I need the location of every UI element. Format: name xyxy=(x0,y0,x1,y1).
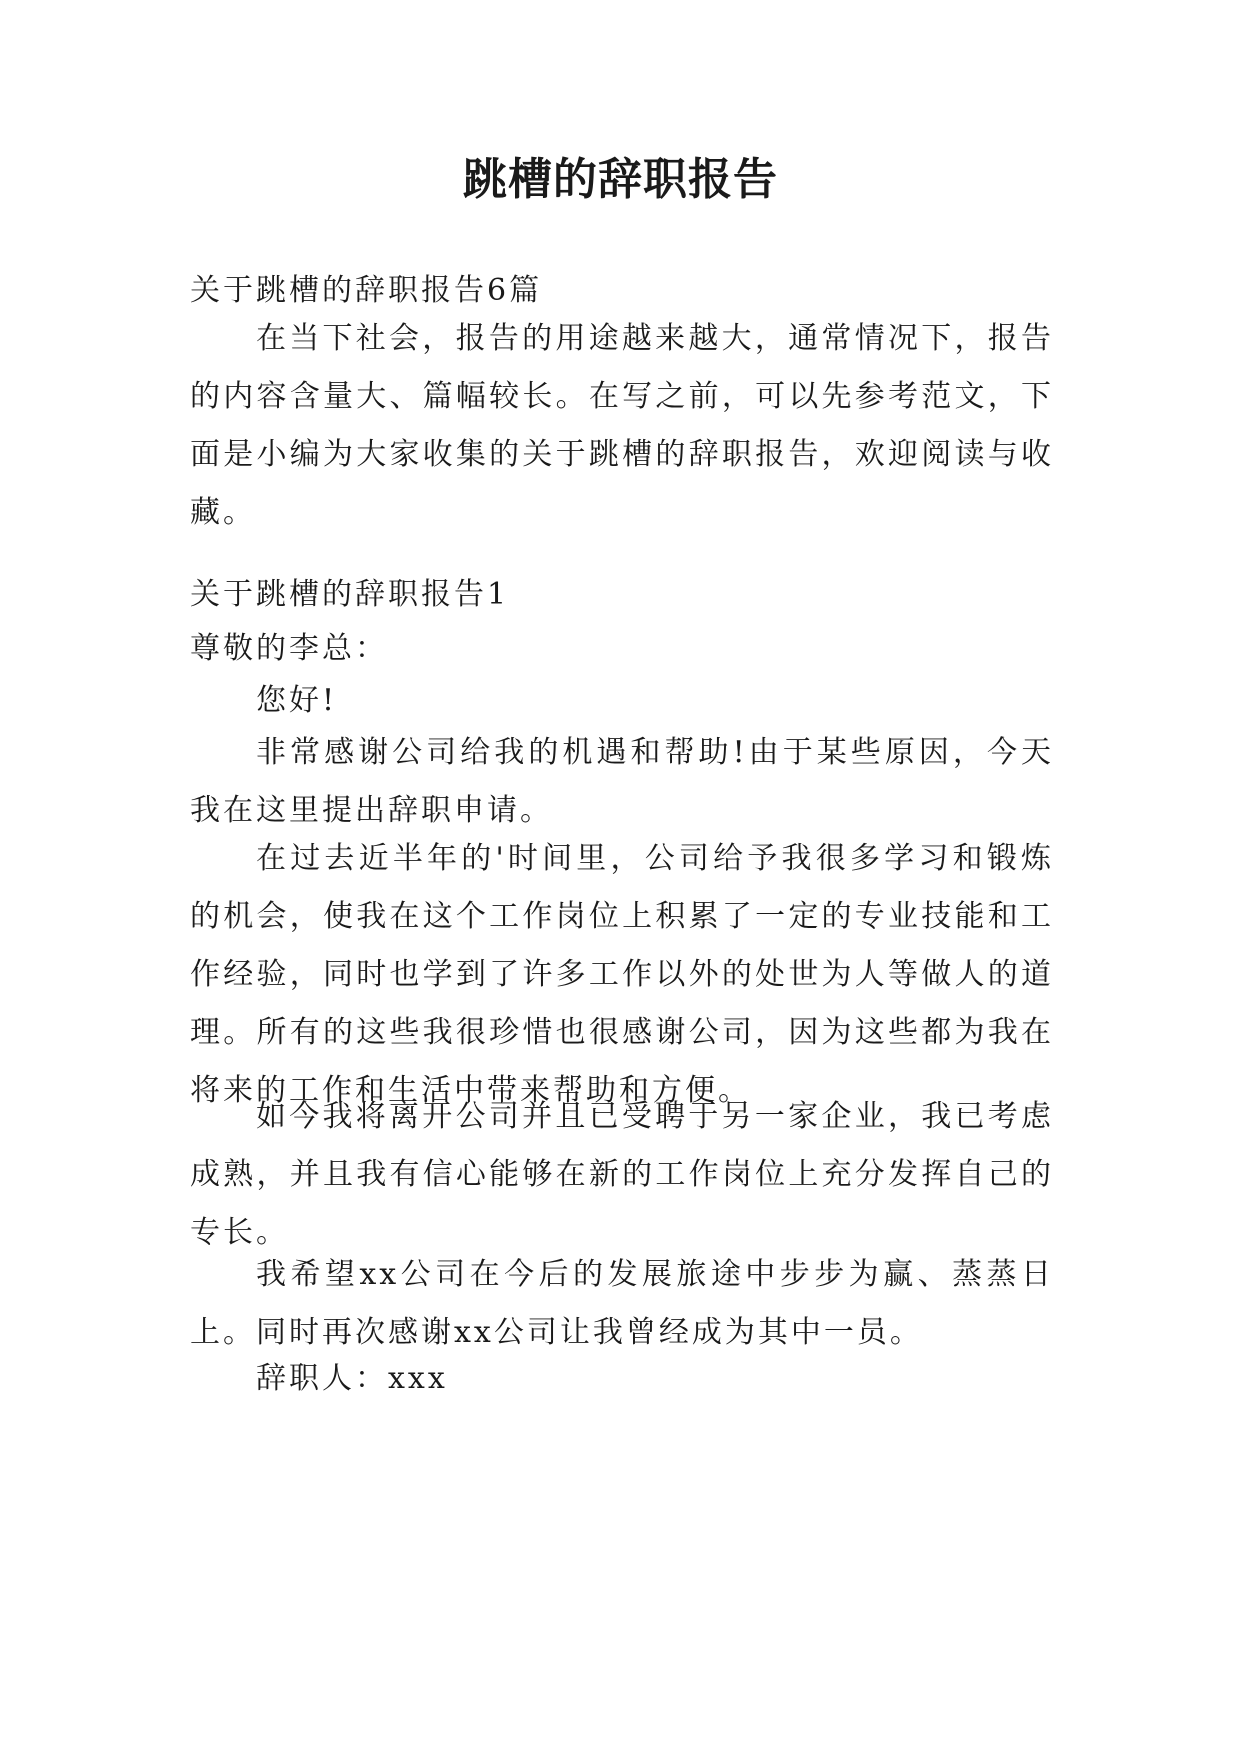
document-subtitle: 关于跳槽的辞职报告6篇 xyxy=(190,273,543,308)
body-paragraph: 我希望xx公司在今后的发展旅途中步步为赢、蒸蒸日上。同时再次感谢xx公司让我曾经成为其中一员。 xyxy=(190,1257,1054,1350)
section-heading: 关于跳槽的辞职报告1 xyxy=(190,577,510,612)
intro-paragraph: 在当下社会，报告的用途越来越大，通常情况下，报告的内容含量大、篇幅较长。在写之前，可以先参考范文，下面是小编为大家收集的关于跳槽的辞职报告，欢迎阅读与收藏。 xyxy=(190,321,1054,530)
body-paragraph: 非常感谢公司给我的机遇和帮助!由于某些原因，今天我在这里提出辞职申请。 xyxy=(190,735,1054,828)
document-title: 跳槽的辞职报告 xyxy=(463,154,778,205)
salutation: 尊敬的李总： xyxy=(190,631,388,666)
greeting: 您好! xyxy=(256,683,338,718)
body-paragraph: 如今我将离开公司并且已受聘于另一家企业，我已考虑成熟，并且我有信心能够在新的工作岗位上充分发挥自己的专长。 xyxy=(190,1099,1054,1250)
signature: 辞职人：xxx xyxy=(256,1361,448,1396)
body-paragraph: 在过去近半年的'时间里，公司给予我很多学习和锻炼的机会，使我在这个工作岗位上积累了一定的专业技能和工作经验，同时也学到了许多工作以外的处世为人等做人的道理。所有的这些我很珍惜也很感谢公司，因为这些都为我在将来的工作和生活中带来帮助和方便。 xyxy=(190,841,1054,1108)
